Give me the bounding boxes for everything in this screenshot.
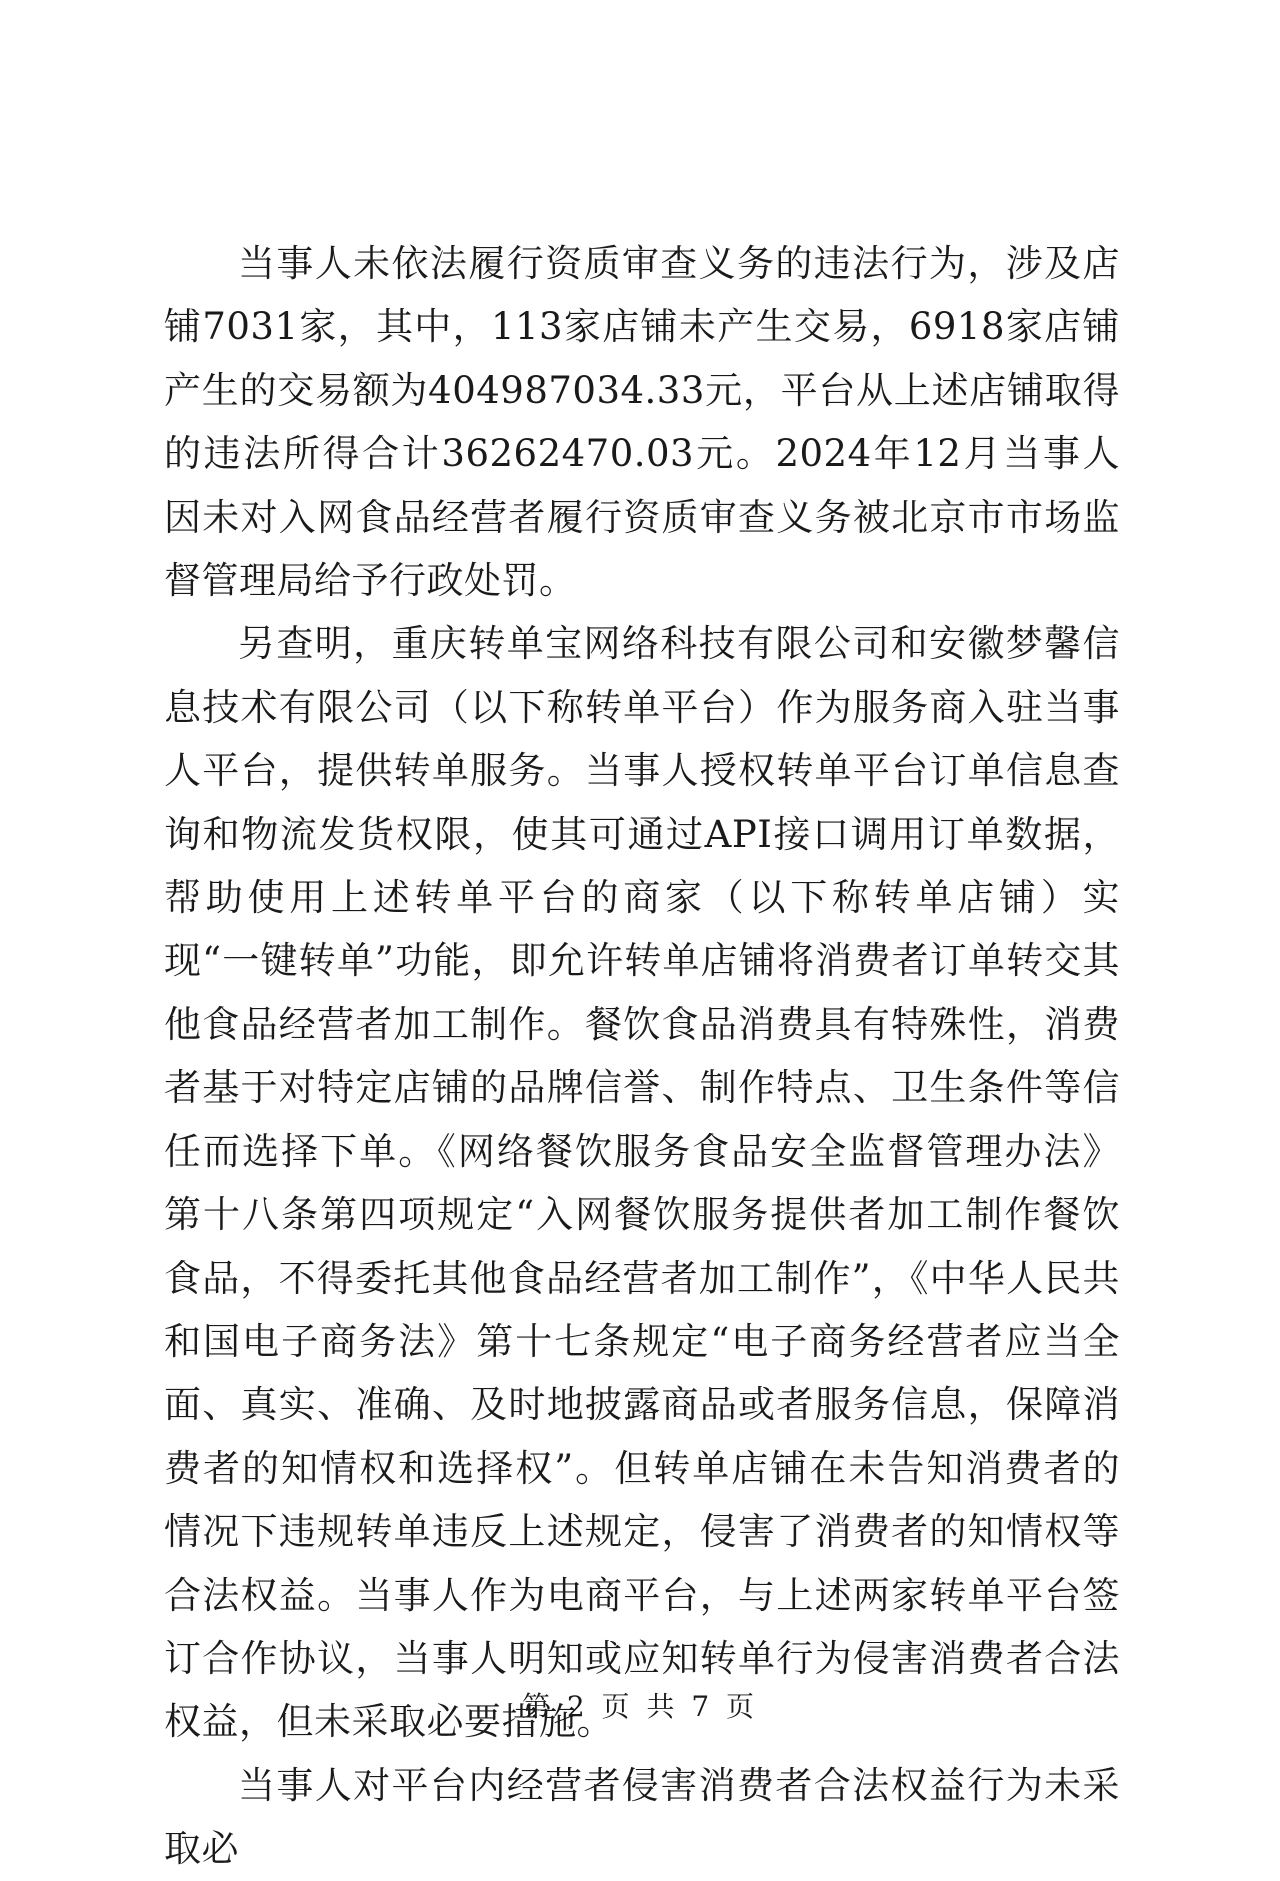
paragraph-platform-responsibility: 当事人对平台内经营者侵害消费者合法权益行为未采取必 (164, 1763, 1120, 1871)
document-body (164, 232, 1120, 1881)
paragraph-violation-summary: 当事人未依法履行资质审查义务的违法行为，涉及店铺7031家，其中，113家店铺未产生交易，6918家店铺产生的交易额为404987034.33元，平台从上述店铺取得的违法所得合计36262470.03元。2024年12月当事人因未对入网食品经营者履行资质审查义务被北京市市场监督管理局给予行政处罚。 (164, 242, 1120, 603)
paragraph-additional-findings: 另查明，重庆转单宝网络科技有限公司和安徽梦馨信息技术有限公司（以下称转单平台）作为服务商入驻当事人平台，提供转单服务。当事人授权转单平台订单信息查询和物流发货权限，使其可通过API接口调用订单数据，帮助使用上述转单平台的商家（以下称转单店铺）实现“一键转单”功能，即允许转单店铺将消费者订单转交其他食品经营者加工制作。餐饮食品消费具有特殊性，消费者基于对特定店铺的品牌信誉、制作特点、卫生条件等信任而选择下单。《网络餐饮服务食品安全监督管理办法》第十八条第四项规定“入网餐饮服务提供者加工制作餐饮食品，不得委托其他食品经营者加工制作”，《中华人民共和国电子商务法》第十七条规定“电子商务经营者应当全面、真实、准确、及时地披露商品或者服务信息，保障消费者的知情权和选择权”。但转单店铺在未告知消费者的情况下违规转单违反上述规定，侵害了消费者的知情权等合法权益。当事人作为电商平台，与上述两家转单平台签订合作协议，当事人明知或应知转单行为侵害消费者合法权益，但未采取必要措施。 (164, 622, 1120, 1744)
page-number-footer: 第 2 页 共 7 页 (521, 1690, 759, 1723)
